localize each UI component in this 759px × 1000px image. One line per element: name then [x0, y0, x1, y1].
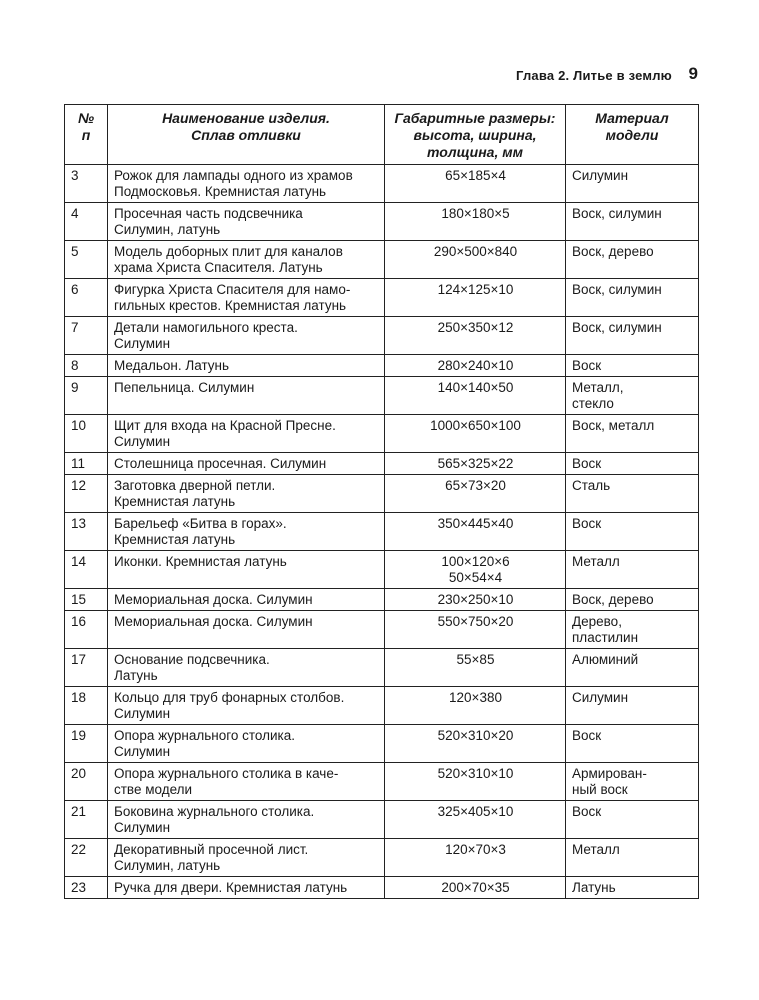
item-name-cell: Заготовка дверной петли. Кремнистая латунь: [108, 475, 385, 513]
dimensions-cell: 124×125×10: [385, 279, 566, 317]
material-cell: Силумин: [566, 687, 699, 725]
material-cell: Алюминий: [566, 649, 699, 687]
table-body: [65, 165, 699, 899]
dimensions-cell: 520×310×10: [385, 763, 566, 801]
table-row: [65, 513, 699, 551]
material-cell: Воск: [566, 725, 699, 763]
dimensions-cell: 280×240×10: [385, 355, 566, 377]
table-row: [65, 203, 699, 241]
table-row: [65, 415, 699, 453]
dimensions-cell: 65×185×4: [385, 165, 566, 203]
dimensions-cell: 550×750×20: [385, 611, 566, 649]
table-row: [65, 453, 699, 475]
table-row: [65, 687, 699, 725]
row-number-cell: 12: [65, 475, 108, 513]
column-header-dimensions: Габаритные размеры: высота, ширина, толщина, мм: [385, 105, 566, 165]
material-cell: Воск, дерево: [566, 241, 699, 279]
dimensions-cell: 325×405×10: [385, 801, 566, 839]
dimensions-cell: 120×380: [385, 687, 566, 725]
material-cell: Металл, стекло: [566, 377, 699, 415]
table-row: [65, 377, 699, 415]
table-row: [65, 763, 699, 801]
row-number-cell: 3: [65, 165, 108, 203]
item-name-cell: Модель доборных плит для каналов храма Христа Спасителя. Латунь: [108, 241, 385, 279]
dimensions-cell: 65×73×20: [385, 475, 566, 513]
dimensions-cell: 350×445×40: [385, 513, 566, 551]
row-number-cell: 23: [65, 877, 108, 899]
item-name-cell: Пепельница. Силумин: [108, 377, 385, 415]
table-row: [65, 725, 699, 763]
dimensions-cell: 250×350×12: [385, 317, 566, 355]
table-row: [65, 279, 699, 317]
row-number-cell: 22: [65, 839, 108, 877]
row-number-cell: 14: [65, 551, 108, 589]
item-name-cell: Просечная часть подсвечника Силумин, латунь: [108, 203, 385, 241]
table-row: [65, 839, 699, 877]
item-name-cell: Иконки. Кремнистая латунь: [108, 551, 385, 589]
material-cell: Силумин: [566, 165, 699, 203]
table-header-row: [65, 105, 699, 165]
dimensions-cell: 520×310×20: [385, 725, 566, 763]
row-number-cell: 16: [65, 611, 108, 649]
material-cell: Воск, силумин: [566, 279, 699, 317]
row-number-cell: 9: [65, 377, 108, 415]
material-cell: Воск, силумин: [566, 317, 699, 355]
item-name-cell: Кольцо для труб фонарных столбов. Силумин: [108, 687, 385, 725]
item-name-cell: Барельеф «Битва в горах». Кремнистая латунь: [108, 513, 385, 551]
table-row: [65, 589, 699, 611]
item-name-cell: Медальон. Латунь: [108, 355, 385, 377]
castings-table: [64, 104, 699, 899]
row-number-cell: 17: [65, 649, 108, 687]
dimensions-cell: 55×85: [385, 649, 566, 687]
row-number-cell: 5: [65, 241, 108, 279]
item-name-cell: Мемориальная доска. Силумин: [108, 611, 385, 649]
dimensions-cell: 100×120×6 50×54×4: [385, 551, 566, 589]
column-header-name: Наименование изделия. Сплав отливки: [108, 105, 385, 165]
table-row: [65, 649, 699, 687]
table-row: [65, 165, 699, 203]
row-number-cell: 6: [65, 279, 108, 317]
material-cell: Воск: [566, 355, 699, 377]
dimensions-cell: 140×140×50: [385, 377, 566, 415]
row-number-cell: 13: [65, 513, 108, 551]
material-cell: Дерево, пластилин: [566, 611, 699, 649]
dimensions-cell: 230×250×10: [385, 589, 566, 611]
material-cell: Воск: [566, 801, 699, 839]
row-number-cell: 4: [65, 203, 108, 241]
item-name-cell: Основание подсвечника. Латунь: [108, 649, 385, 687]
row-number-cell: 20: [65, 763, 108, 801]
material-cell: Воск, металл: [566, 415, 699, 453]
item-name-cell: Столешница просечная. Силумин: [108, 453, 385, 475]
item-name-cell: Опора журнального столика. Силумин: [108, 725, 385, 763]
row-number-cell: 11: [65, 453, 108, 475]
dimensions-cell: 1000×650×100: [385, 415, 566, 453]
item-name-cell: Боковина журнального столика. Силумин: [108, 801, 385, 839]
row-number-cell: 19: [65, 725, 108, 763]
column-header-number: № п: [65, 105, 108, 165]
material-cell: Металл: [566, 839, 699, 877]
row-number-cell: 7: [65, 317, 108, 355]
row-number-cell: 15: [65, 589, 108, 611]
running-header: [64, 64, 698, 86]
dimensions-cell: 565×325×22: [385, 453, 566, 475]
dimensions-cell: 200×70×35: [385, 877, 566, 899]
item-name-cell: Мемориальная доска. Силумин: [108, 589, 385, 611]
table-row: [65, 551, 699, 589]
table-row: [65, 611, 699, 649]
row-number-cell: 21: [65, 801, 108, 839]
row-number-cell: 10: [65, 415, 108, 453]
table-row: [65, 317, 699, 355]
dimensions-cell: 290×500×840: [385, 241, 566, 279]
row-number-cell: 8: [65, 355, 108, 377]
material-cell: Воск: [566, 453, 699, 475]
table-row: [65, 877, 699, 899]
item-name-cell: Детали намогильного креста. Силумин: [108, 317, 385, 355]
item-name-cell: Фигурка Христа Спасителя для намо- гильных крестов. Кремнистая латунь: [108, 279, 385, 317]
item-name-cell: Рожок для лампады одного из храмов Подмосковья. Кремнистая латунь: [108, 165, 385, 203]
chapter-title: Глава 2. Литье в землю: [516, 68, 672, 83]
item-name-cell: Декоративный просечной лист. Силумин, латунь: [108, 839, 385, 877]
material-cell: Металл: [566, 551, 699, 589]
item-name-cell: Ручка для двери. Кремнистая латунь: [108, 877, 385, 899]
row-number-cell: 18: [65, 687, 108, 725]
table-row: [65, 355, 699, 377]
dimensions-cell: 120×70×3: [385, 839, 566, 877]
page-number: 9: [688, 64, 698, 83]
item-name-cell: Щит для входа на Красной Пресне. Силумин: [108, 415, 385, 453]
material-cell: Воск, силумин: [566, 203, 699, 241]
table-row: [65, 475, 699, 513]
table-row: [65, 801, 699, 839]
material-cell: Сталь: [566, 475, 699, 513]
material-cell: Воск, дерево: [566, 589, 699, 611]
table-row: [65, 241, 699, 279]
column-header-material: Материал модели: [566, 105, 699, 165]
item-name-cell: Опора журнального столика в каче- стве модели: [108, 763, 385, 801]
material-cell: Армирован- ный воск: [566, 763, 699, 801]
material-cell: Воск: [566, 513, 699, 551]
dimensions-cell: 180×180×5: [385, 203, 566, 241]
material-cell: Латунь: [566, 877, 699, 899]
